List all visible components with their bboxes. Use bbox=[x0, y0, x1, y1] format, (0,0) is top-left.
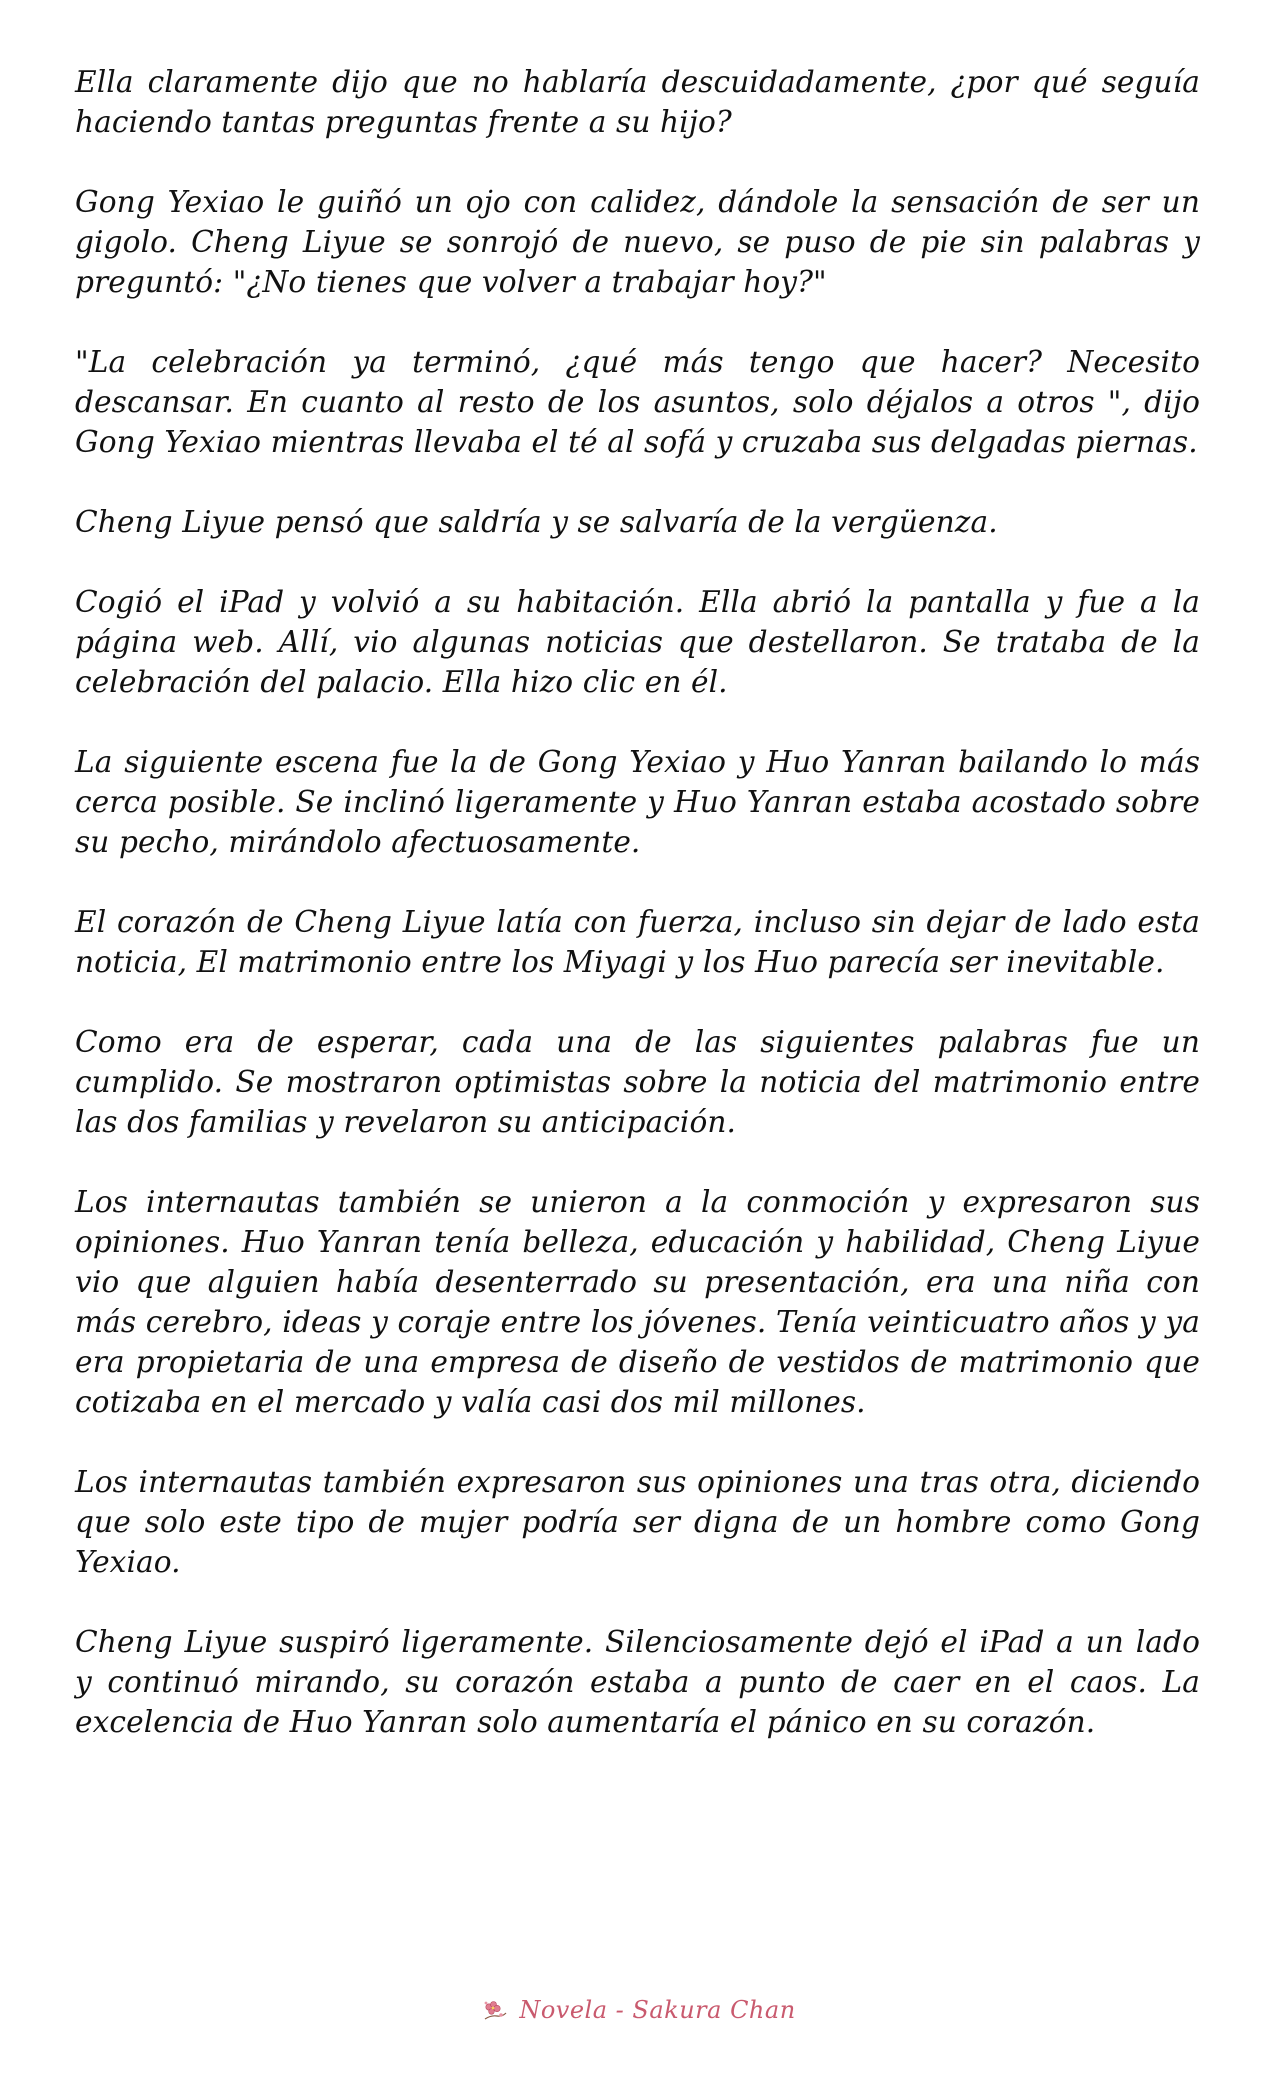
paragraph: El corazón de Cheng Liyue latía con fuerza, incluso sin dejar de lado esta noticia, El matrimonio entre los Miyagi y los Huo parecía ser inevitable. bbox=[75, 905, 1200, 979]
paragraph: La siguiente escena fue la de Gong Yexiao y Huo Yanran bailando lo más cerca posible. Se inclinó ligeramente y Huo Yanran estaba acostado sobre su pecho, mirándolo afectuosamente. bbox=[75, 745, 1200, 859]
paragraph: Ella claramente dijo que no hablaría descuidadamente, ¿por qué seguía haciendo tantas preguntas frente a su hijo? bbox=[75, 65, 1200, 139]
paragraph: Gong Yexiao le guiñó un ojo con calidez, dándole la sensación de ser un gigolo. Cheng Liyue se sonrojó de nuevo, se puso de pie sin palabras y preguntó: "¿No tienes que volver a trabajar hoy?" bbox=[75, 185, 1200, 299]
sakura-flower-icon bbox=[479, 1995, 509, 2025]
paragraph: Los internautas también se unieron a la conmoción y expresaron sus opiniones. Huo Yanran tenía belleza, educación y habilidad, Cheng Liyue vio que alguien había desenterrado su presentación, era una niña con más cerebro, ideas y coraje entre los jóvenes. Tenía veinticuatro años y ya era propietaria de una empresa de diseño de vestidos de matrimonio que cotizaba en el mercado y valía casi dos mil millones. bbox=[75, 1185, 1200, 1419]
footer-watermark bbox=[0, 1990, 1275, 2030]
footer-text: Novela - Sakura Chan bbox=[519, 1996, 796, 2024]
paragraph: Cogió el iPad y volvió a su habitación. Ella abrió la pantalla y fue a la página web. Allí, vio algunas noticias que destellaron. Se trataba de la celebración del palacio. Ella hizo clic en él. bbox=[75, 585, 1200, 699]
paragraph: Los internautas también expresaron sus opiniones una tras otra, diciendo que solo este tipo de mujer podría ser digna de un hombre como Gong Yexiao. bbox=[75, 1465, 1200, 1579]
paragraph: Cheng Liyue suspiró ligeramente. Silenciosamente dejó el iPad a un lado y continuó mirando, su corazón estaba a punto de caer en el caos. La excelencia de Huo Yanran solo aumentaría el pánico en su corazón. bbox=[75, 1625, 1200, 1739]
paragraph: Cheng Liyue pensó que saldría y se salvaría de la vergüenza. bbox=[75, 505, 998, 539]
paragraph: Como era de esperar, cada una de las siguientes palabras fue un cumplido. Se mostraron optimistas sobre la noticia del matrimonio entre las dos familias y revelaron su anticipación. bbox=[75, 1025, 1200, 1139]
chapter-text bbox=[75, 62, 1200, 1782]
paragraph: "La celebración ya terminó, ¿qué más tengo que hacer? Necesito descansar. En cuanto al resto de los asuntos, solo déjalos a otros ", dijo Gong Yexiao mientras llevaba el té al sofá y cruzaba sus delgadas piernas. bbox=[75, 345, 1200, 459]
